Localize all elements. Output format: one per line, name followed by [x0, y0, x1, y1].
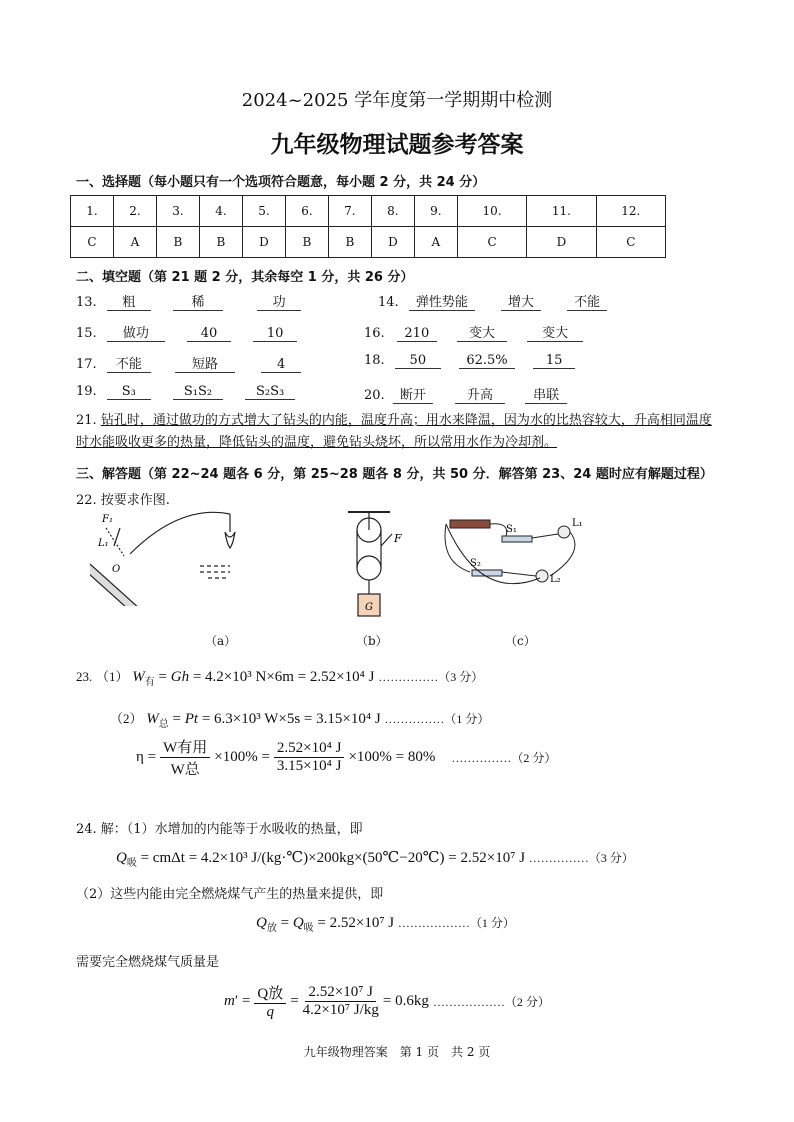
water-lines — [200, 566, 230, 578]
question-number-cell: 5. — [242, 196, 285, 227]
q20-row — [364, 384, 567, 404]
q17-answer-2: 短路 — [175, 353, 235, 373]
question-number-cell: 9. — [414, 196, 457, 227]
q19-answer-1: S₃ — [107, 384, 151, 400]
q24-score-1: ……………（3 分） — [528, 851, 634, 865]
q24-equation-1: = cmΔt = 4.2×10³ J/(kg·℃)×200kg×(50℃−20℃) = 2.52×10⁷ J — [140, 850, 526, 866]
q21-number: 21. — [76, 413, 97, 428]
q17-number: 17. — [76, 357, 97, 372]
q23-equation-2: = 6.3×10³ W×5s = 3.15×10⁴ J — [201, 711, 381, 727]
question-number-cell: 2. — [113, 196, 156, 227]
label-f1: F₁ — [102, 514, 113, 525]
q15-row — [76, 322, 297, 342]
label-l2: L₂ — [550, 574, 561, 585]
answer-cell: C — [457, 227, 526, 258]
q24-part3: 需要完全燃烧煤气质量是 — [76, 955, 220, 970]
caption-b: （b） — [356, 634, 388, 648]
question-number-cell: 10. — [457, 196, 526, 227]
q14-number: 14. — [378, 295, 399, 310]
answer-cell: A — [414, 227, 457, 258]
q23-part2-label: （2） — [110, 711, 143, 726]
answer-table — [70, 195, 666, 258]
q17-answer-3: 4 — [261, 357, 301, 373]
q15-number: 15. — [76, 326, 97, 341]
q20-answer-3: 串联 — [525, 384, 567, 404]
q13-row — [76, 291, 301, 311]
q19-answer-3: S₂S₃ — [245, 384, 295, 400]
eta-denominator-value: 3.15×10⁴ J — [276, 758, 342, 774]
q18-answer-3: 15 — [533, 353, 575, 369]
q13-number: 13. — [76, 295, 97, 310]
q23-score-3: ……………（2 分） — [451, 751, 557, 765]
eta-numerator: W有用 — [160, 736, 210, 758]
school-year-heading: 2024~2025 学年度第一学期期中检测 — [241, 90, 553, 111]
q14-answer-1: 弹性势能 — [409, 291, 475, 311]
label-l1: L₁ — [98, 538, 109, 549]
q18-answer-2: 62.5% — [459, 353, 515, 369]
answer-cell: D — [371, 227, 414, 258]
caption-c: （c） — [505, 634, 536, 648]
label-l1-circuit: L₁ — [572, 518, 583, 529]
q21-answer — [76, 410, 722, 454]
question-number-cell: 6. — [285, 196, 328, 227]
q24-line2: $Q_放 = Q_吸 = 2.52\times 10^7$ J ………………（1 分） — [256, 915, 515, 934]
q15-answer-3: 10 — [253, 326, 297, 342]
mass-denominator-value: 4.2×10⁷ J/kg — [302, 1002, 379, 1018]
question-number-cell: 7. — [328, 196, 371, 227]
q24-equation-2: = 2.52×10⁷ J — [317, 915, 395, 931]
q13-answer-3: 功 — [257, 291, 301, 311]
eta-numerator-value: 2.52×10⁴ J — [274, 740, 345, 758]
question-number-cell: 11. — [527, 196, 596, 227]
q19-number: 19. — [76, 384, 97, 399]
answer-cell: C — [596, 227, 665, 258]
q23-number: 23. — [76, 669, 93, 684]
q16-answer-1: 210 — [397, 326, 437, 342]
answer-table-answer-row — [71, 227, 666, 258]
question-number-cell: 3. — [156, 196, 199, 227]
mass-result: = 0.6kg — [382, 993, 429, 1009]
q20-answer-1: 断开 — [393, 384, 433, 404]
label-o: O — [112, 564, 121, 575]
q23-score-1: ……………（3 分） — [378, 670, 484, 684]
answer-cell: B — [199, 227, 242, 258]
switch-s1 — [502, 536, 532, 542]
q23-equation-1: = 4.2×10³ N×6m = 2.52×10⁴ J — [192, 669, 375, 685]
q23-score-2: ……………（1 分） — [384, 712, 490, 726]
section3-heading: 三、解答题（第 22~24 题各 6 分，第 25~28 题各 8 分，共 50 分．解答第 23、24 题时应有解题过程） — [76, 467, 713, 482]
q24-score-2: ………………（1 分） — [397, 916, 515, 930]
label-f: F — [394, 532, 402, 545]
answer-cell: B — [156, 227, 199, 258]
force-arrow — [381, 534, 392, 546]
q23-line2: （2） $W_总 = Pt = 6.3\times 10^3$ W×5s = 3.15×10⁴ J ……………（1 分） — [110, 711, 490, 730]
caption-a: （a） — [205, 634, 237, 648]
lever-rope — [130, 512, 230, 554]
answer-cell: B — [328, 227, 371, 258]
q23-line1: 23. （1） $W_有 = Gh = 4.2\times 10^3$ N×6m = 2.52×10⁴ J ……………（3 分） — [76, 669, 484, 688]
question-number-cell: 1. — [71, 196, 114, 227]
lamp-l2 — [536, 570, 548, 582]
answer-cell: C — [71, 227, 114, 258]
q17-answer-1: 不能 — [107, 353, 151, 373]
lamp-l1 — [558, 526, 570, 538]
question-number-cell: 4. — [199, 196, 242, 227]
mass-numerator: Q放 — [254, 982, 286, 1004]
mass-numerator-value: 2.52×10⁷ J — [305, 984, 376, 1002]
hanging-weight — [225, 532, 235, 548]
q18-answer-1: 50 — [395, 353, 441, 369]
question-number-cell: 8. — [371, 196, 414, 227]
answer-cell: A — [113, 227, 156, 258]
page-footer: 九年级物理答案 第 1 页 共 2 页 — [303, 1045, 491, 1059]
q16-row — [364, 322, 583, 342]
q22-prompt: 22. 按要求作图. — [76, 493, 170, 508]
answer-cell: D — [527, 227, 596, 258]
q18-number: 18. — [364, 353, 385, 368]
q24-line1: $Q_吸 = cm\Delta t = 4.2\times 10^3$ J/(kg·℃)×200kg×(50℃−20℃) = 2.52×10⁷ J ……………（3 分） — [116, 850, 634, 869]
eta-result: ×100% = 80% — [348, 749, 436, 765]
q16-answer-2: 变大 — [457, 322, 507, 342]
q23-efficiency: η = $\frac{\text{W有用}}{\text{W总}}$ ×100% = $\frac{\text{2.52×10⁴ J}}{\text{3.15×10⁴ J}}$ ×100% = 80% ……………（2 分） — [136, 736, 556, 779]
q14-row — [378, 291, 607, 311]
answer-cell: B — [285, 227, 328, 258]
q15-answer-2: 40 — [187, 326, 231, 342]
answer-cell: D — [242, 227, 285, 258]
q23-part1-label: （1） — [96, 669, 129, 684]
section2-heading: 二、填空题（第 21 题 2 分，其余每空 1 分，共 26 分） — [76, 270, 414, 285]
q13-answer-2: 稀 — [173, 291, 223, 311]
q15-answer-1: 做功 — [107, 322, 165, 342]
q21-text: 钻孔时，通过做功的方式增大了钻头的内能，温度升高；用水来降温，因为水的比热容较大，升高相同温度时水能吸收更多的热量，降低钻头的温度，避免钻头烧坏，所以常用水作为冷却剂。 — [76, 413, 712, 450]
q18-row — [364, 353, 575, 369]
q17-row — [76, 353, 301, 373]
q24-mass: m′ = $\frac{\text{Q放}}{q}$ = $\frac{\text{2.52×10⁷ J}}{\text{4.2×10⁷ J/kg}}$ = 0.6kg ………………（2 分） — [224, 984, 550, 1020]
label-s1: S₁ — [506, 524, 517, 535]
movable-pulley — [357, 556, 381, 580]
eta-denominator: W总 — [170, 762, 200, 778]
figure-a-lever — [90, 506, 260, 606]
q13-answer-1: 粗 — [107, 291, 151, 311]
q19-row — [76, 384, 295, 400]
question-number-cell: 12. — [596, 196, 665, 227]
figure-b-pulley — [340, 508, 420, 618]
q20-answer-2: 升高 — [455, 384, 505, 404]
q14-answer-2: 增大 — [501, 291, 541, 311]
q20-number: 20. — [364, 388, 385, 403]
q14-answer-3: 不能 — [567, 291, 607, 311]
page-title: 九年级物理试题参考答案 — [270, 132, 524, 158]
switch-s2 — [472, 570, 502, 576]
mass-denominator: q — [266, 1004, 275, 1020]
label-s2: S₂ — [470, 558, 481, 569]
figure-c-circuit — [440, 512, 590, 602]
label-g: G — [365, 602, 373, 613]
force-arrow-f1 — [114, 528, 120, 546]
q19-answer-2: S₁S₂ — [173, 384, 223, 400]
answer-table-number-row — [71, 196, 666, 227]
q24-intro: 24. 解：（1）水增加的内能等于水吸收的热量，即 — [76, 822, 363, 837]
q24-score-3: ………………（2 分） — [432, 995, 550, 1009]
q16-answer-3: 变大 — [527, 322, 583, 342]
q24-part2: （2）这些内能由完全燃烧煤气产生的热量来提供，即 — [76, 887, 384, 902]
q16-number: 16. — [364, 326, 385, 341]
battery — [450, 520, 490, 528]
section1-heading: 一、选择题（每小题只有一个选项符合题意，每小题 2 分，共 24 分） — [76, 175, 486, 190]
